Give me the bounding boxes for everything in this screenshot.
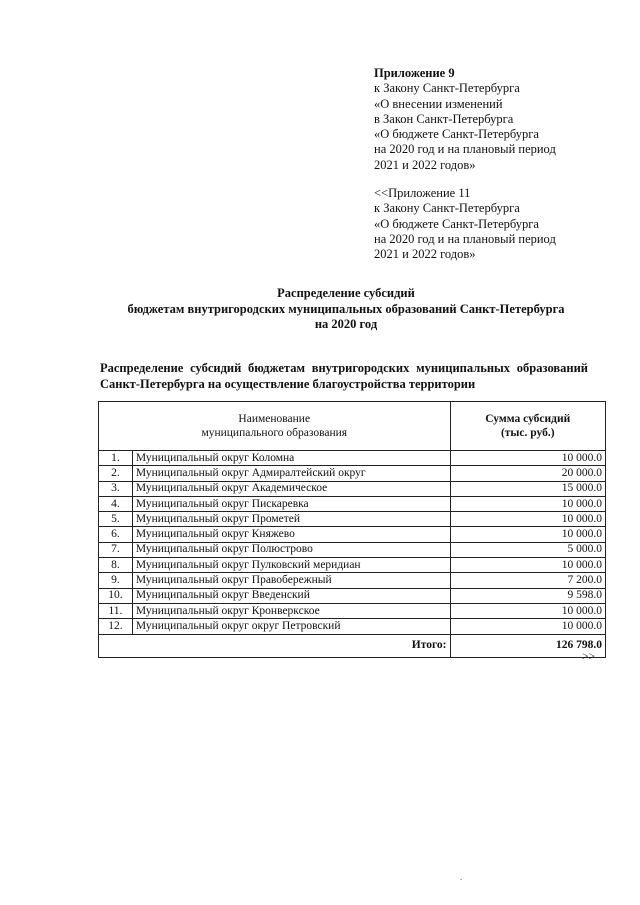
row-name: Муниципальный округ округ Петровский	[132, 619, 450, 634]
row-name: Муниципальный округ Правобережный	[132, 573, 450, 588]
row-amount: 15 000.0	[450, 481, 606, 496]
row-number: 1.	[99, 451, 133, 466]
row-number: 6.	[99, 527, 133, 542]
table-row	[99, 619, 606, 634]
row-amount: 9 598.0	[450, 588, 606, 603]
table-row	[99, 481, 606, 496]
row-name: Муниципальный округ Коломна	[132, 451, 450, 466]
annex-line: «О бюджете Санкт-Петербурга	[374, 127, 539, 142]
row-number: 9.	[99, 573, 133, 588]
row-name: Муниципальный округ Введенский	[132, 588, 450, 603]
table-row	[99, 466, 606, 481]
table-row	[99, 496, 606, 511]
subsidies-table	[98, 401, 606, 658]
total-amount: 126 798.0	[450, 634, 606, 657]
section-title-line: Санкт-Петербурга на осуществление благоустройства территории	[100, 376, 476, 391]
annex-line: «О бюджете Санкт-Петербурга	[374, 216, 539, 231]
row-amount: 10 000.0	[450, 512, 606, 527]
row-name: Муниципальный округ Академическое	[132, 481, 450, 496]
table-header-row	[99, 402, 606, 451]
table-row	[99, 542, 606, 557]
page-title-line: на 2020 год	[314, 317, 378, 332]
header-amount: Сумма субсидий (тыс. руб.)	[450, 402, 606, 451]
section-title-line: Распределение субсидий бюджетам внутригородских муниципальных образований	[100, 361, 588, 375]
row-number: 3.	[99, 481, 133, 496]
table-row	[99, 527, 606, 542]
row-number: 12.	[99, 619, 133, 634]
footer-mark: .	[460, 872, 463, 882]
row-name: Муниципальный округ Пулковский меридиан	[132, 558, 450, 573]
table-row	[99, 573, 606, 588]
annex-line: на 2020 год и на плановый период	[374, 142, 556, 157]
row-number: 4.	[99, 496, 133, 511]
row-number: 10.	[99, 588, 133, 603]
table-row	[99, 588, 606, 603]
table-row	[99, 603, 606, 618]
page-title	[96, 286, 596, 333]
row-amount: 10 000.0	[450, 603, 606, 618]
annex-line: <<Приложение 11	[374, 186, 471, 200]
annex-current-heading	[374, 66, 624, 173]
page-title-line: бюджетам внутригородских муниципальных образований Санкт-Петербурга	[127, 301, 565, 316]
row-name: Муниципальный округ Кронверкское	[132, 603, 450, 618]
closing-quote-mark: >>	[582, 651, 595, 663]
row-number: 8.	[99, 558, 133, 573]
row-amount: 10 000.0	[450, 496, 606, 511]
row-number: 2.	[99, 466, 133, 481]
row-amount: 10 000.0	[450, 619, 606, 634]
page-title-line: Распределение субсидий	[277, 286, 415, 300]
row-amount: 10 000.0	[450, 527, 606, 542]
table-row	[99, 558, 606, 573]
row-name: Муниципальный округ Прометей	[132, 512, 450, 527]
annex-line: Приложение 9	[374, 66, 455, 80]
annex-line: 2021 и 2022 годов»	[374, 157, 476, 172]
row-name: Муниципальный округ Адмиралтейский округ	[132, 466, 450, 481]
row-name: Муниципальный округ Княжево	[132, 527, 450, 542]
annex-line: на 2020 год и на плановый период	[374, 231, 556, 246]
annex-line: 2021 и 2022 годов»	[374, 247, 476, 262]
annex-line: к Закону Санкт-Петербурга	[374, 201, 520, 216]
row-name: Муниципальный округ Полюстрово	[132, 542, 450, 557]
section-title	[100, 361, 588, 392]
table-row	[99, 512, 606, 527]
row-number: 5.	[99, 512, 133, 527]
row-amount: 10 000.0	[450, 558, 606, 573]
row-name: Муниципальный округ Пискаревка	[132, 496, 450, 511]
total-row	[99, 634, 606, 657]
total-label: Итого:	[99, 634, 451, 657]
annex-original-heading	[374, 186, 624, 262]
row-amount: 10 000.0	[450, 451, 606, 466]
annex-line: к Закону Санкт-Петербурга	[374, 81, 520, 96]
row-amount: 20 000.0	[450, 466, 606, 481]
table-row	[99, 451, 606, 466]
annex-line: «О внесении изменений	[374, 96, 503, 111]
row-number: 7.	[99, 542, 133, 557]
row-amount: 5 000.0	[450, 542, 606, 557]
header-name: Наименование муниципального образования	[99, 402, 451, 451]
annex-line: в Закон Санкт-Петербурга	[374, 111, 514, 126]
row-amount: 7 200.0	[450, 573, 606, 588]
row-number: 11.	[99, 603, 133, 618]
